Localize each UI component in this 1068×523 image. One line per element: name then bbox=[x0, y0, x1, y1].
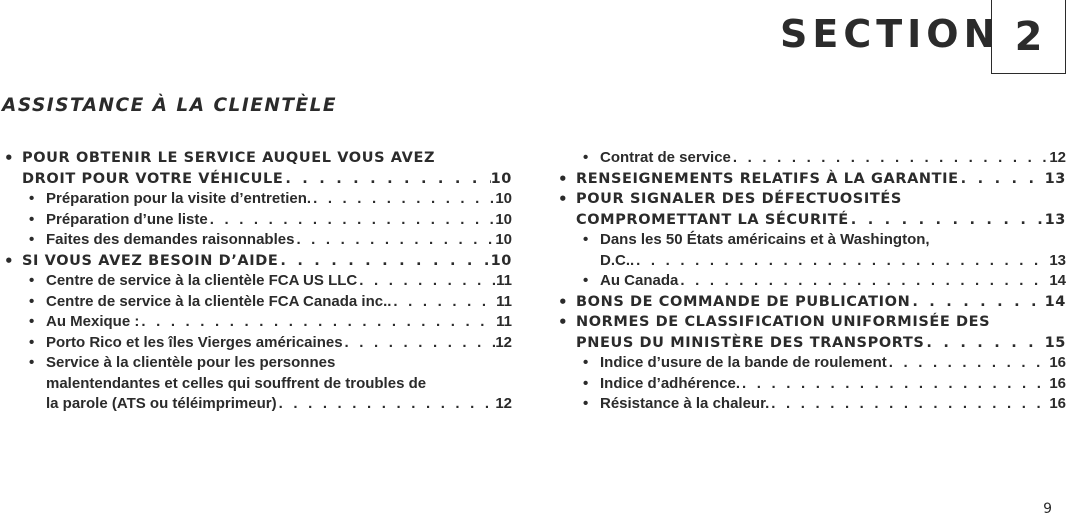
toc-entry[interactable] bbox=[557, 312, 1066, 353]
toc-entry-text: PNEUS DU MINISTÈRE DES TRANSPORTS bbox=[576, 334, 925, 351]
toc-entry-text: BONS DE COMMANDE DE PUBLICATION bbox=[576, 293, 911, 310]
toc-page-ref: 10 bbox=[490, 170, 512, 187]
toc-entry[interactable] bbox=[557, 230, 1066, 271]
toc-entry[interactable] bbox=[3, 251, 512, 272]
toc-entry-text: Préparation d’une liste bbox=[46, 210, 208, 228]
toc-entry-text: NORMES DE CLASSIFICATION UNIFORMISÉE DES bbox=[576, 314, 991, 330]
toc-entry-text: D.C.. bbox=[600, 251, 635, 269]
toc-entry[interactable] bbox=[3, 312, 512, 333]
bullet-icon: • bbox=[29, 210, 35, 228]
toc-page-ref: 14 bbox=[1049, 272, 1066, 289]
dot-leader bbox=[343, 333, 496, 354]
toc-entry[interactable] bbox=[3, 210, 512, 231]
toc-page-ref: 10 bbox=[495, 210, 512, 228]
bullet-icon: • bbox=[4, 149, 15, 167]
toc-entry[interactable] bbox=[557, 292, 1066, 313]
toc-entry[interactable] bbox=[557, 169, 1066, 190]
dot-leader bbox=[283, 169, 490, 190]
toc-page-ref: 12 bbox=[495, 333, 512, 351]
dot-leader bbox=[678, 271, 1049, 292]
toc-entry-text: POUR OBTENIR LE SERVICE AUQUEL VOUS AVEZ bbox=[22, 150, 436, 166]
toc-page-ref: 15 bbox=[1044, 334, 1066, 351]
toc-entry-text: Centre de service à la clientèle FCA US LLC bbox=[46, 272, 358, 289]
toc-page-ref: 10 bbox=[495, 190, 512, 207]
toc-page-ref: 10 bbox=[495, 231, 512, 248]
toc-page-ref: 16 bbox=[1049, 354, 1066, 371]
toc-entry-text: malentendantes et celles qui souffrent de troubles de bbox=[46, 374, 427, 392]
bullet-icon: • bbox=[4, 251, 15, 270]
toc-page-ref: 10 bbox=[490, 252, 512, 269]
dot-leader bbox=[849, 210, 1045, 231]
bullet-icon: • bbox=[29, 190, 35, 207]
toc-entry-text: Dans les 50 États américains et à Washington, bbox=[600, 231, 930, 248]
toc-page-ref: 11 bbox=[496, 292, 512, 310]
toc-entry-text: Résistance à la chaleur. bbox=[600, 395, 770, 412]
toc-page-ref: 11 bbox=[496, 313, 512, 330]
toc-entry-text: Porto Rico et les îles Vierges américaines bbox=[46, 333, 343, 351]
dot-leader bbox=[357, 271, 496, 292]
toc-page-ref: 13 bbox=[1049, 251, 1066, 269]
toc-entry[interactable] bbox=[3, 292, 512, 313]
bullet-icon: • bbox=[558, 169, 569, 188]
toc-entry-text: Centre de service à la clientèle FCA Canada inc.. bbox=[46, 292, 392, 310]
toc-entry-text: Au Canada bbox=[600, 272, 679, 289]
bullet-icon: • bbox=[583, 149, 589, 166]
toc-entry[interactable] bbox=[557, 148, 1066, 169]
dot-leader bbox=[311, 189, 495, 210]
toc-entry-text: Indice d’adhérence. bbox=[600, 374, 741, 392]
toc-entry[interactable] bbox=[557, 353, 1066, 374]
toc-page-ref: 14 bbox=[1044, 293, 1066, 310]
toc-entry-text: Au Mexique : bbox=[46, 313, 140, 330]
toc-entry-text: RENSEIGNEMENTS RELATIFS À LA GARANTIE bbox=[576, 170, 959, 187]
bullet-icon: • bbox=[583, 354, 589, 371]
dot-leader bbox=[208, 210, 496, 231]
dot-leader bbox=[139, 312, 496, 333]
section-word: SECTION bbox=[780, 12, 1001, 56]
toc-entry[interactable] bbox=[557, 394, 1066, 415]
bullet-icon: • bbox=[29, 272, 35, 289]
bullet-icon: • bbox=[583, 231, 589, 248]
toc-entry[interactable] bbox=[3, 353, 512, 415]
toc-entry-text: Contrat de service bbox=[600, 149, 731, 166]
bullet-icon: • bbox=[29, 231, 35, 248]
toc-entry[interactable] bbox=[3, 333, 512, 354]
section-number-box: 2 bbox=[991, 0, 1066, 74]
bullet-icon: • bbox=[558, 190, 569, 208]
toc-page-ref: 13 bbox=[1044, 211, 1066, 228]
toc-entry-text: Faites des demandes raisonnables bbox=[46, 231, 295, 248]
dot-leader bbox=[294, 230, 495, 251]
page-number: 9 bbox=[1043, 501, 1052, 517]
dot-leader bbox=[634, 251, 1049, 272]
bullet-icon: • bbox=[583, 272, 589, 289]
toc-entry[interactable] bbox=[557, 374, 1066, 395]
toc-entry[interactable] bbox=[3, 148, 512, 189]
toc-entry-text: POUR SIGNALER DES DÉFECTUOSITÉS bbox=[576, 191, 902, 207]
toc-entry-text: Indice d’usure de la bande de roulement bbox=[600, 354, 887, 371]
bullet-icon: • bbox=[583, 395, 589, 412]
toc-page-ref: 16 bbox=[1049, 395, 1066, 412]
toc-entry-text: la parole (ATS ou téléimprimeur) bbox=[46, 395, 277, 412]
dot-leader bbox=[769, 394, 1049, 415]
bullet-icon: • bbox=[583, 374, 589, 392]
toc-left-column bbox=[3, 148, 512, 415]
toc-entry[interactable] bbox=[557, 271, 1066, 292]
toc-page-ref: 12 bbox=[495, 395, 512, 412]
toc-page-ref: 16 bbox=[1049, 374, 1066, 392]
dot-leader bbox=[910, 292, 1044, 313]
toc-page-ref: 11 bbox=[496, 272, 512, 289]
toc-entry-text: DROIT POUR VOTRE VÉHICULE bbox=[22, 170, 284, 187]
bullet-icon: • bbox=[29, 292, 35, 310]
toc-entry-text: COMPROMETTANT LA SÉCURITÉ bbox=[576, 211, 849, 228]
toc-page-ref: 12 bbox=[1049, 149, 1066, 166]
bullet-icon: • bbox=[558, 313, 569, 331]
bullet-icon: • bbox=[29, 354, 35, 371]
dot-leader bbox=[924, 333, 1044, 354]
dot-leader bbox=[731, 148, 1049, 169]
toc-entry-text: Préparation pour la visite d’entretien. bbox=[46, 190, 312, 207]
toc-entry[interactable] bbox=[3, 230, 512, 251]
bullet-icon: • bbox=[29, 333, 35, 351]
dot-leader bbox=[887, 353, 1050, 374]
dot-leader bbox=[740, 374, 1049, 395]
toc-entry[interactable] bbox=[3, 189, 512, 210]
bullet-icon: • bbox=[558, 292, 569, 311]
toc-page-ref: 13 bbox=[1044, 170, 1066, 187]
dot-leader bbox=[391, 292, 496, 313]
toc-entry[interactable] bbox=[557, 189, 1066, 230]
bullet-icon: • bbox=[29, 313, 35, 330]
dot-leader bbox=[278, 251, 490, 272]
dot-leader bbox=[277, 394, 496, 415]
toc-right-column bbox=[557, 148, 1066, 415]
toc-entry-text: SI VOUS AVEZ BESOIN D’AIDE bbox=[22, 252, 279, 269]
dot-leader bbox=[959, 169, 1045, 190]
toc-entry-text: Service à la clientèle pour les personnes bbox=[46, 354, 336, 371]
page-title: ASSISTANCE À LA CLIENTÈLE bbox=[2, 95, 338, 116]
toc-entry[interactable] bbox=[3, 271, 512, 292]
